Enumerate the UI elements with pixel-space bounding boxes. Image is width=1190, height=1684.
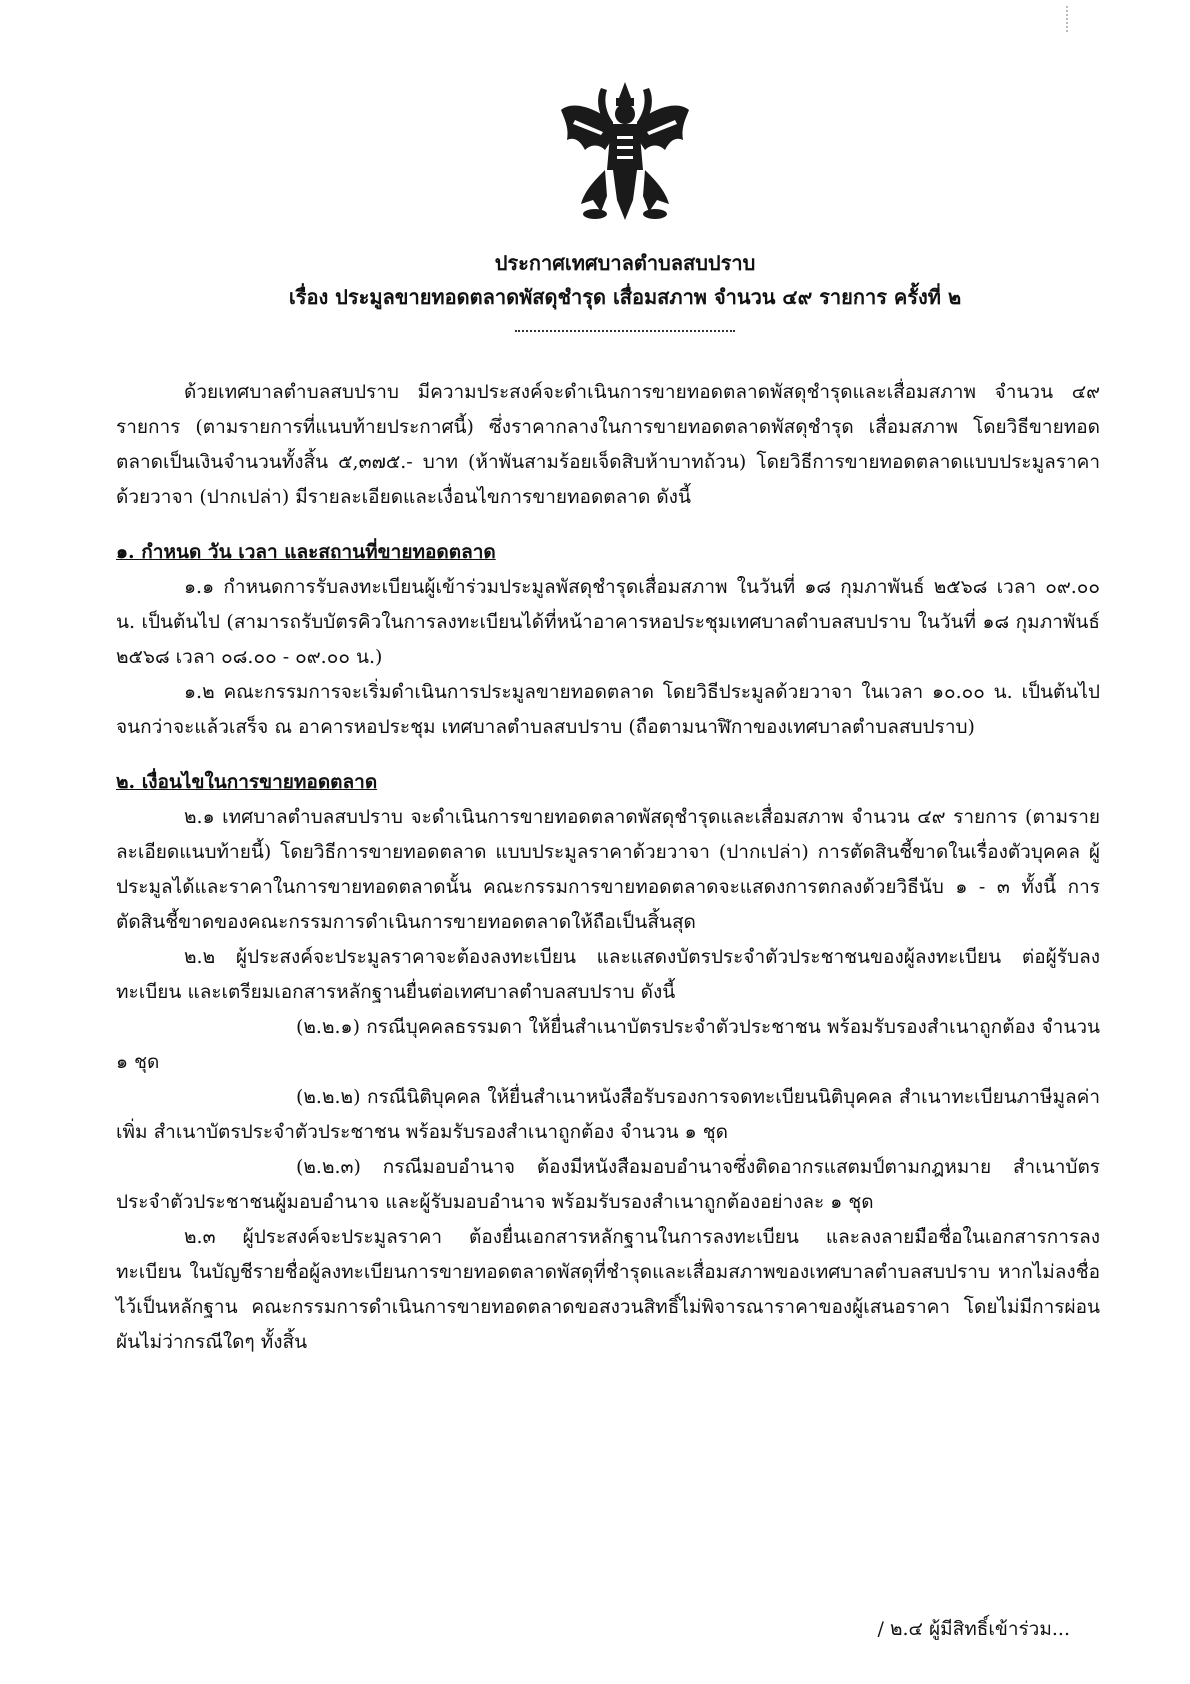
section-2-1-paragraph: ๒.๑ เทศบาลตำบลสบปราบ จะดำเนินการขายทอดตลาดพัสดุชำรุดและเสื่อมสภาพ จำนวน ๔๙ รายการ (ตามรายละเอียดแนบท้ายนี้) โดยวิธีการขายทอดตลาด แบบประมูลราคาด้วยวาจา (ปากเปล่า) การตัดสินชี้ขาดในเรื่องตัวบุคคล ผู้ประมูลได้และราคาในการขายทอดตลาดนั้น คณะกรรมการขายทอดตลาดจะแสดงการตกลงด้วยวิธีนับ ๑ - ๓ ทั้งนี้ การตัดสินชี้ขาดของคณะกรรมการดำเนินการขายทอดตลาดให้ถือเป็นสิ้นสุด: [116, 806, 1100, 933]
announcement-subject: เรื่อง ประมูลขายทอดตลาดพัสดุชำรุด เสื่อมสภาพ จำนวน ๔๙ รายการ ครั้งที่ ๒: [288, 285, 962, 309]
section-2-2-3-paragraph: (๒.๒.๓) กรณีมอบอำนาจ ต้องมีหนังสือมอบอำนาจซึ่งติดอากรแสตมป์ตามกฎหมาย สำเนาบัตรประจำตัวประชาชนผู้มอบอำนาจ และผู้รับมอบอำนาจ พร้อมรับรองสำเนาถูกต้องอย่างละ ๑ ชุด: [116, 1156, 1100, 1213]
announcement-body: [116, 375, 1100, 1360]
section-2-heading: ๒. เงื่อนไขในการขายทอดตลาด: [116, 771, 378, 793]
intro-paragraph: ด้วยเทศบาลตำบลสบปราบ มีความประสงค์จะดำเนินการขายทอดตลาดพัสดุชำรุดและเสื่อมสภาพ จำนวน ๔๙ รายการ (ตามรายการที่แนบท้ายประกาศนี้) ซึ่งราคากลางในการขายทอดตลาดพัสดุชำรุด เสื่อมสภาพ โดยวิธีขายทอดตลาดเป็นเงินจำนวนทั้งสิ้น ๕,๓๗๕.- บาท (ห้าพันสามร้อยเจ็ดสิบห้าบาทถ้วน) โดยวิธีการขายทอดตลาดแบบประมูลราคาด้วยวาจา (ปากเปล่า) มีรายละเอียดและเงื่อนไขการขายทอดตลาด ดังนี้: [116, 381, 1100, 508]
section-1-2-paragraph: ๑.๒ คณะกรรมการจะเริ่มดำเนินการประมูลขายทอดตลาด โดยวิธีประมูลด้วยวาจา ในเวลา ๑๐.๐๐ น. เป็นต้นไปจนกว่าจะแล้วเสร็จ ณ อาคารหอประชุม เทศบาลตำบลสบปราบ (ถือตามนาฬิกาของเทศบาลตำบลสบปราบ): [116, 681, 1100, 738]
section-1-heading: ๑. กำหนด วัน เวลา และสถานที่ขายทอดตลาด: [116, 541, 496, 563]
announcement-title: ประกาศเทศบาลตำบลสบปราบ: [494, 251, 756, 275]
scan-mark: [1066, 6, 1070, 32]
section-1-1-paragraph: ๑.๑ กำหนดการรับลงทะเบียนผู้เข้าร่วมประมูลพัสดุชำรุดเสื่อมสภาพ ในวันที่ ๑๘ กุมภาพันธ์ ๒๕๖๘ เวลา ๐๙.๐๐ น. เป็นต้นไป (สามารถรับบัตรคิวในการลงทะเบียนได้ที่หน้าอาคารหอประชุมเทศบาลตำบลสบปราบ ในวันที่ ๑๘ กุมภาพันธ์ ๒๕๖๘ เวลา ๐๘.๐๐ - ๐๙.๐๐ น.): [116, 576, 1100, 668]
title-separator: [515, 330, 735, 332]
section-2-3-paragraph: ๒.๓ ผู้ประสงค์จะประมูลราคา ต้องยื่นเอกสารหลักฐานในการลงทะเบียน และลงลายมือชื่อในเอกสารการลงทะเบียน ในบัญชีรายชื่อผู้ลงทะเบียนการขายทอดตลาดพัสดุที่ชำรุดและเสื่อมสภาพของเทศบาลตำบลสบปราบ หากไม่ลงชื่อไว้เป็นหลักฐาน คณะกรรมการดำเนินการขายทอดตลาดขอสงวนสิทธิ์ไม่พิจารณาราคาของผู้เสนอราคา โดยไม่มีการผ่อนผันไม่ว่ากรณีใดๆ ทั้งสิ้น: [116, 1226, 1100, 1353]
announcement-title-block: [100, 246, 1150, 314]
section-2-2-paragraph: ๒.๒ ผู้ประสงค์จะประมูลราคาจะต้องลงทะเบียน และแสดงบัตรประจำตัวประชาชนของผู้ลงทะเบียน ต่อผู้รับลงทะเบียน และเตรียมเอกสารหลักฐานยื่นต่อเทศบาลตำบลสบปราบ ดังนี้: [116, 946, 1100, 1003]
section-2-2-2-paragraph: (๒.๒.๒) กรณีนิติบุคคล ให้ยื่นสำเนาหนังสือรับรองการจดทะเบียนนิติบุคคล สำเนาทะเบียนภาษีมูลค่าเพิ่ม สำเนาบัตรประจำตัวประชาชน พร้อมรับรองสำเนาถูกต้อง จำนวน ๑ ชุด: [116, 1086, 1100, 1143]
continuation-note: / ๒.๔ ผู้มีสิทธิ์เข้าร่วม...: [877, 1618, 1070, 1640]
section-2-2-1-paragraph: (๒.๒.๑) กรณีบุคคลธรรมดา ให้ยื่นสำเนาบัตรประจำตัวประชาชน พร้อมรับรองสำเนาถูกต้อง จำนวน ๑ ชุด: [116, 1016, 1100, 1073]
garuda-emblem-icon: [555, 80, 695, 225]
